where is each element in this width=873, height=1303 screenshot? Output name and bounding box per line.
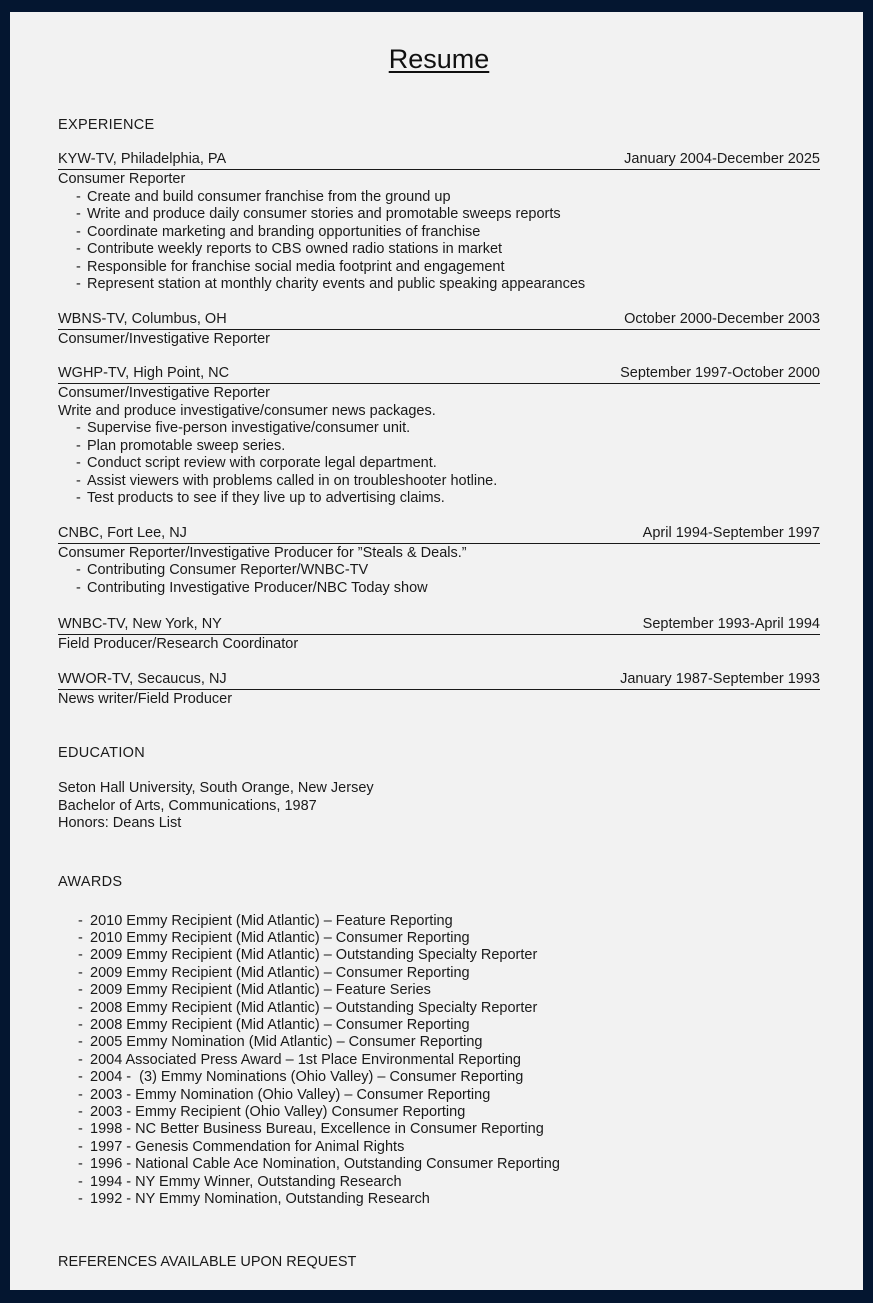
bullet-dash: - xyxy=(78,1138,83,1155)
job-bullet-text: Conduct script review with corporate legal department. xyxy=(87,455,437,471)
education-line: Bachelor of Arts, Communications, 1987 xyxy=(58,797,317,814)
job-company: WBNS-TV, Columbus, OH xyxy=(58,310,227,327)
award-item xyxy=(58,947,820,964)
bullet-dash: - xyxy=(76,206,81,222)
job-bullet xyxy=(58,473,820,491)
bullet-dash: - xyxy=(76,241,81,257)
award-item xyxy=(58,1191,820,1208)
job-role: News writer/Field Producer xyxy=(58,690,233,707)
job-bullet xyxy=(58,206,820,224)
award-item xyxy=(58,1000,820,1017)
bullet-dash: - xyxy=(78,1121,83,1138)
experience-entry xyxy=(58,670,820,709)
award-text: 2010 Emmy Recipient (Mid Atlantic) – Consumer Reporting xyxy=(90,929,470,946)
bullet-dash: - xyxy=(76,188,81,205)
job-role: Field Producer/Research Coordinator xyxy=(58,636,299,652)
award-text: 2008 Emmy Recipient (Mid Atlantic) – Consumer Reporting xyxy=(90,1016,470,1033)
bullet-dash: - xyxy=(76,223,81,240)
job-bullet-text: Write and produce daily consumer stories and promotable sweeps reports xyxy=(87,206,561,222)
bullet-dash: - xyxy=(78,1016,83,1033)
page-title xyxy=(58,32,820,76)
job-bullet xyxy=(58,455,820,473)
bullet-dash: - xyxy=(76,258,81,275)
award-item xyxy=(58,1069,820,1086)
award-item xyxy=(58,1174,820,1191)
job-role: Consumer/Investigative Reporter xyxy=(58,330,270,347)
job-bullet-text: Contributing Consumer Reporter/WNBC-TV xyxy=(87,562,369,578)
bullet-dash: - xyxy=(78,982,83,999)
bullet-dash: - xyxy=(78,964,83,981)
bullet-dash: - xyxy=(78,1069,83,1086)
bullet-dash: - xyxy=(78,1156,83,1173)
job-bullet xyxy=(58,580,820,598)
award-text: 2004 Associated Press Award – 1st Place Environmental Reporting xyxy=(90,1051,521,1068)
award-text: 2009 Emmy Recipient (Mid Atlantic) – Outstanding Specialty Reporter xyxy=(90,947,538,964)
job-header xyxy=(58,364,820,384)
job-header xyxy=(58,524,820,544)
bullet-dash: - xyxy=(76,420,81,436)
job-header xyxy=(58,615,820,635)
job-bullet xyxy=(58,241,820,259)
award-item xyxy=(58,1156,820,1173)
job-bullet-text: Plan promotable sweep series. xyxy=(87,437,286,454)
job-header xyxy=(58,150,820,170)
job-dates: January 1987-September 1993 xyxy=(620,670,820,687)
bullet-dash: - xyxy=(78,1103,83,1120)
bullet-dash: - xyxy=(78,947,83,964)
job-bullet-text: Test products to see if they live up to advertising claims. xyxy=(87,490,445,506)
job-summary: Write and produce investigative/consumer news packages. xyxy=(58,402,436,419)
job-bullet-list xyxy=(58,562,820,597)
job-dates: September 1993-April 1994 xyxy=(642,616,820,632)
awards-list xyxy=(58,913,820,1209)
bullet-dash: - xyxy=(76,490,81,506)
award-item xyxy=(58,1139,820,1156)
job-dates: April 1994-September 1997 xyxy=(642,524,820,541)
award-text: 2005 Emmy Nomination (Mid Atlantic) – Consumer Reporting xyxy=(90,1034,483,1051)
award-text: 2008 Emmy Recipient (Mid Atlantic) – Outstanding Specialty Reporter xyxy=(90,999,538,1016)
award-text: 1997 - Genesis Commendation for Animal Rights xyxy=(90,1138,405,1155)
award-item xyxy=(58,1087,820,1104)
education-line: Honors: Deans List xyxy=(58,815,182,831)
experience-entry xyxy=(58,364,820,508)
bullet-dash: - xyxy=(76,437,81,454)
job-bullet xyxy=(58,189,820,207)
education-line: Seton Hall University, South Orange, New Jersey xyxy=(58,780,374,796)
experience-entry xyxy=(58,615,820,654)
award-item xyxy=(58,1052,820,1069)
section-heading-education: EDUCATION xyxy=(58,745,146,761)
job-header xyxy=(58,310,820,330)
experience-entry xyxy=(58,310,820,349)
award-text: 2003 - Emmy Recipient (Ohio Valley) Consumer Reporting xyxy=(90,1103,466,1120)
job-dates: October 2000-December 2003 xyxy=(624,310,820,327)
job-company: WNBC-TV, New York, NY xyxy=(58,616,222,632)
job-bullet xyxy=(58,224,820,242)
job-bullet-text: Create and build consumer franchise from the ground up xyxy=(87,188,451,205)
bullet-dash: - xyxy=(76,579,81,596)
job-role: Consumer/Investigative Reporter xyxy=(58,385,270,401)
job-bullet-text: Contribute weekly reports to CBS owned radio stations in market xyxy=(87,241,503,257)
award-item xyxy=(58,930,820,947)
award-text: 1992 - NY Emmy Nomination, Outstanding Research xyxy=(90,1191,430,1207)
award-text: 1996 - National Cable Ace Nomination, Outstanding Consumer Reporting xyxy=(90,1156,560,1173)
bullet-dash: - xyxy=(76,276,81,292)
section-heading-experience: EXPERIENCE xyxy=(58,117,155,133)
experience-entry xyxy=(58,524,820,598)
section-heading-awards: AWARDS xyxy=(58,873,123,890)
award-text: 1994 - NY Emmy Winner, Outstanding Research xyxy=(90,1173,402,1190)
job-company: KYW-TV, Philadelphia, PA xyxy=(58,151,227,167)
bullet-dash: - xyxy=(78,1191,83,1207)
job-bullet-text: Coordinate marketing and branding opportunities of franchise xyxy=(87,223,481,240)
job-bullet xyxy=(58,276,820,294)
job-bullet xyxy=(58,562,820,580)
award-item xyxy=(58,1034,820,1051)
job-header xyxy=(58,670,820,690)
bullet-dash: - xyxy=(78,1051,83,1068)
job-bullet xyxy=(58,420,820,438)
job-bullet xyxy=(58,490,820,508)
job-bullet-text: Responsible for franchise social media footprint and engagement xyxy=(87,258,505,275)
bullet-dash: - xyxy=(76,562,81,578)
job-bullet-text: Contributing Investigative Producer/NBC Today show xyxy=(87,579,428,596)
page-title-text: Resume xyxy=(388,44,490,74)
resume-document xyxy=(58,32,820,1272)
job-bullet-list xyxy=(58,189,820,294)
resume-page xyxy=(10,12,863,1290)
job-dates: September 1997-October 2000 xyxy=(620,365,820,381)
bullet-dash: - xyxy=(78,929,83,946)
award-text: 2009 Emmy Recipient (Mid Atlantic) – Feature Series xyxy=(90,982,431,999)
job-company: WWOR-TV, Secaucus, NJ xyxy=(58,670,227,687)
bullet-dash: - xyxy=(78,1034,83,1051)
job-bullet-text: Represent station at monthly charity events and public speaking appearances xyxy=(87,276,586,292)
award-item xyxy=(58,965,820,982)
job-bullet xyxy=(58,438,820,456)
award-item xyxy=(58,1121,820,1138)
award-text: 2009 Emmy Recipient (Mid Atlantic) – Consumer Reporting xyxy=(90,964,470,981)
job-bullet-list xyxy=(58,420,820,508)
experience-entry xyxy=(58,150,820,294)
award-text: 2004 - (3) Emmy Nominations (Ohio Valley) – Consumer Reporting xyxy=(90,1069,524,1086)
references-note: REFERENCES AVAILABLE UPON REQUEST xyxy=(58,1254,357,1271)
award-item xyxy=(58,982,820,999)
bullet-dash: - xyxy=(78,1173,83,1190)
job-bullet-text: Assist viewers with problems called in on troubleshooter hotline. xyxy=(87,472,498,489)
award-item xyxy=(58,913,820,930)
bullet-dash: - xyxy=(76,472,81,489)
award-text: 1998 - NC Better Business Bureau, Excellence in Consumer Reporting xyxy=(90,1121,544,1138)
award-item xyxy=(58,1017,820,1034)
bullet-dash: - xyxy=(78,1086,83,1103)
job-dates: January 2004-December 2025 xyxy=(624,151,820,167)
bullet-dash: - xyxy=(78,912,83,929)
bullet-dash: - xyxy=(78,999,83,1016)
bullet-dash: - xyxy=(76,455,81,471)
job-role: Consumer Reporter/Investigative Producer for ”Steals & Deals.” xyxy=(58,544,467,561)
job-bullet-text: Supervise five-person investigative/consumer unit. xyxy=(87,420,411,436)
job-company: WGHP-TV, High Point, NC xyxy=(58,365,230,381)
award-text: 2010 Emmy Recipient (Mid Atlantic) – Feature Reporting xyxy=(90,912,453,929)
job-role: Consumer Reporter xyxy=(58,171,186,187)
award-text: 2003 - Emmy Nomination (Ohio Valley) – Consumer Reporting xyxy=(90,1086,491,1103)
job-bullet xyxy=(58,259,820,277)
award-item xyxy=(58,1104,820,1121)
job-company: CNBC, Fort Lee, NJ xyxy=(58,524,187,541)
